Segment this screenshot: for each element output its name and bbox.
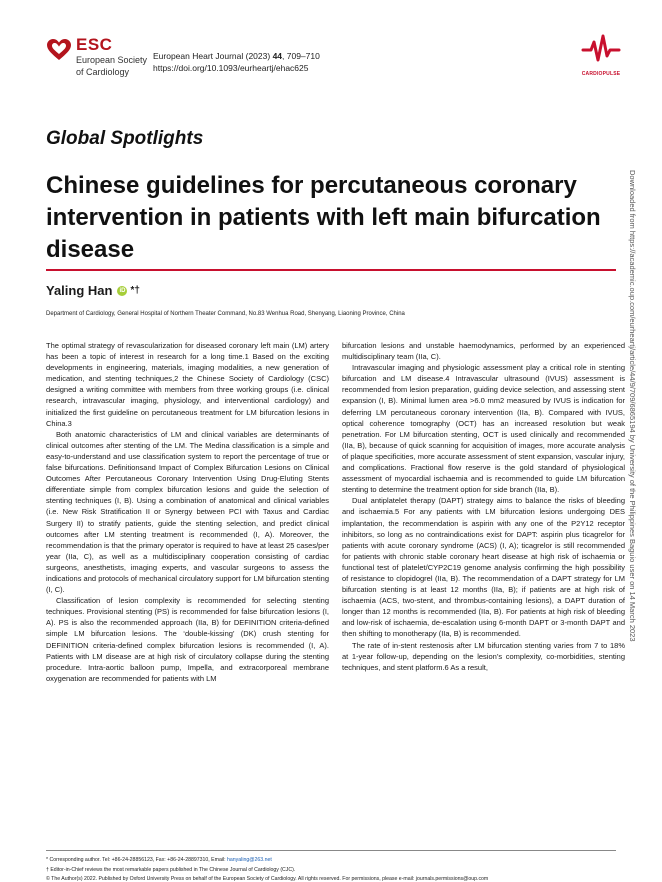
orcid-icon[interactable]: iD [119,287,126,294]
body-paragraph: Classification of lesion complexity is recommended for selecting stenting techniques. Provisional stenting (PS) is recommended for false bifurcation lesions (I, A). PS is also the recommended approach (IIa, B) for DEFINITION criteria-defined simple LM bifurcation lesions. The ‘double-kissing’ (DK) crush stenting for DEFINITION criteria-defined complex bifurcation lesions is recommended (I, A). Patients with LM disease are at high risk of circulatory collapse during the stenting procedure. Intra-aortic balloon pump, Impella, and extracorporeal membrane oxygenation are recommended for patients with LM [46,596,329,683]
footnote-divider [46,850,616,851]
body-paragraph: The optimal strategy of revascularization for diseased coronary left main (LM) artery has been a topic of interest in research for a long time.1 Based on the exciting developments in engineering, materials, imaging modalities, a new generation of medication, and stenting techniques,2 the Chinese Society of Cardiology (CSC) designed a writing committee with members from three working groups (i.e. clinical research, intravascular imaging, physiology, and interventional cardiology) and initialized the first guideline on percutaneous treatment for LM bifurcation lesions in China.3 [46,341,329,428]
author-line [46,283,140,298]
body-paragraph: Intravascular imaging and physiologic assessment play a critical role in stenting bifurcation and LM disease.4 Intravascular ultrasound (IVUS) assessment is recommended from lesion preparation, guiding device selection, and assessing stent expansion (I, B). Minimal lumen area >6.0 mm2 measured by IVUS is indication for deferring LM percutaneous coronary intervention (IIa, B). Compared with IVUS, optical coherence tomography (OCT) has an increased resolution but weak penetration. For LM bifurcation stenting, OCT is used clinically and recommended (IIa, B), because of quick scanning for acquisition of images, more accurate analysis of plaque specificities, more accurate assessment of stent expansion, vascular injury, and complications. Fractional flow reserve is the gold standard of physiological assessment of myocardial ischaemia and is recommended to guide LM bifurcation stenting to determine the treatment option for side branch (IIa, B). [342,363,625,495]
footnotes [46,856,488,882]
journal-citation [153,50,320,74]
body-column-right [342,340,625,673]
body-paragraph: Dual antiplatelet therapy (DAPT) strategy aims to balance the risks of bleeding and ischaemia.5 For any patients with LM bifurcation lesions undergoing DES implantation, the recommendation is aspirin with any one of the P2Y12 receptor inhibitors, so long as no contraindications exist for DAPT: aspirin plus ticagrelor for patients with acute coronary syndrome (ACS) (I, A); ticagrelor is still recommended for patients with chronic stable coronary heart disease at high risk of ischaemia or functional test of platelet/CYP2C19 genome analysis confirming the high possibility of resistance to clopidogrel (IIa, B). The recommendation of a DAPT strategy for LM bifurcation stenting is at least 12 months (IIa, B); if patients are at high risk of ischaemia (ACS, two-stent, and thrombus-containing lesions), a DAPT duration of longer than 12 months is recommended (IIa, B). For patients at high risk of bleeding and low-risk of ischaemia, de-escalation using 6-month DAPT or 3-month DAPT and then shifting to monotherapy (IIa, B) is recommended. [342,496,625,639]
footnote-copyright: © The Author(s) 2022. Published by Oxford University Press on behalf of the European Society of Cardiology. All rights reserved. For permissions, please e-mail: journals.permissions@oup.com [46,876,489,882]
corresponding-email-link[interactable]: hanyaling@263.net [227,857,272,863]
body-paragraph: Both anatomic characteristics of LM and clinical variables are determinants of clinical outcomes after stenting of the LM. The Medina classification is a simple and easy-to-understand and use classification system to report the percentage of true or false bifurcations. Definitionsand Impact of Complex Bifurcation Lesions on Clinical Outcomes After Percutaneous Coronary Intervention Using Drug-Eluting Stents differentiate simple from complex bifurcation lesions and guide the selection of stenting techniques (I, B). Using a combination of anatomical and clinical variables (i.e. New Risk Stratification II or Synergy between PCI with Taxus and Cardiac Surgery II) to stratify patients, guide the stenting selection, and predict clinical outcomes after LM stenting treatment is recommended (I, A). Moreover, the recommendation is that the primary operator is required to have at least 25 cases/per year (IIa, C), as well as a multidisciplinary cooperation consisting of cardiac surgeons, anesthetists, imaging experts, and vascular surgeons to assess the indications and protocols of mechanical circulatory support for LM bifurcation stenting (I, C). [46,429,329,595]
author-name: Yaling Han [46,283,113,298]
footnote-corresponding [46,856,488,866]
body-paragraph: The rate of in-stent restenosis after LM bifurcation stenting varies from 7 to 18% at 1-year follow-up, depending on the lesion’s complexity, co-morbidities, stenting techniques, and stent platform.6 As a result, [342,640,625,672]
footnote-editor: † Editor-in-Chief reviews the most remarkable papers published in The Chinese Journal of Cardiology (CJC). [46,866,296,873]
cardiopulse-label: CARDIOPULSE [581,71,621,77]
body-column-left [46,340,329,684]
download-note: Downloaded from https://academic.oup.com/eurheartj/article/44/9/709/6865194 by University of the Philippines Baguio user on 14 March 2023 [628,170,637,642]
cardiopulse-logo [578,32,624,77]
cardiopulse-wave-icon [581,32,621,68]
article-title: Chinese guidelines for percutaneous coronary intervention in patients with left main bifurcation disease [46,172,601,263]
author-affiliation: Department of Cardiology, General Hospital of Northern Theater Command, No.83 Wenhua Road, Shenyang, Liaoning Province, China [46,311,405,317]
esc-abbrev: ESC [76,35,113,54]
esc-full-name-line2: of Cardiology [76,67,130,77]
esc-logo [46,36,147,77]
journal-volume: 44 [272,51,283,61]
esc-full-name-line1: European Society [76,55,148,65]
journal-name: European Heart Journal (2023) [153,51,271,61]
corresponding-text: * Corresponding author. Tel: +86-24-28856123, Fax: +86-24-28897310, Email: [46,857,226,863]
doi-link[interactable]: https://doi.org/10.1093/eurheartj/ehac625 [153,63,309,73]
section-label: Global Spotlights [46,128,204,149]
journal-pages: , 709–710 [282,51,320,61]
esc-heart-icon [46,38,72,62]
body-paragraph: bifurcation lesions and unstable haemodynamics, performed by an experienced multidisciplinary team (IIa, C). [342,341,625,362]
author-marks: *† [130,285,140,296]
title-divider [46,269,616,271]
